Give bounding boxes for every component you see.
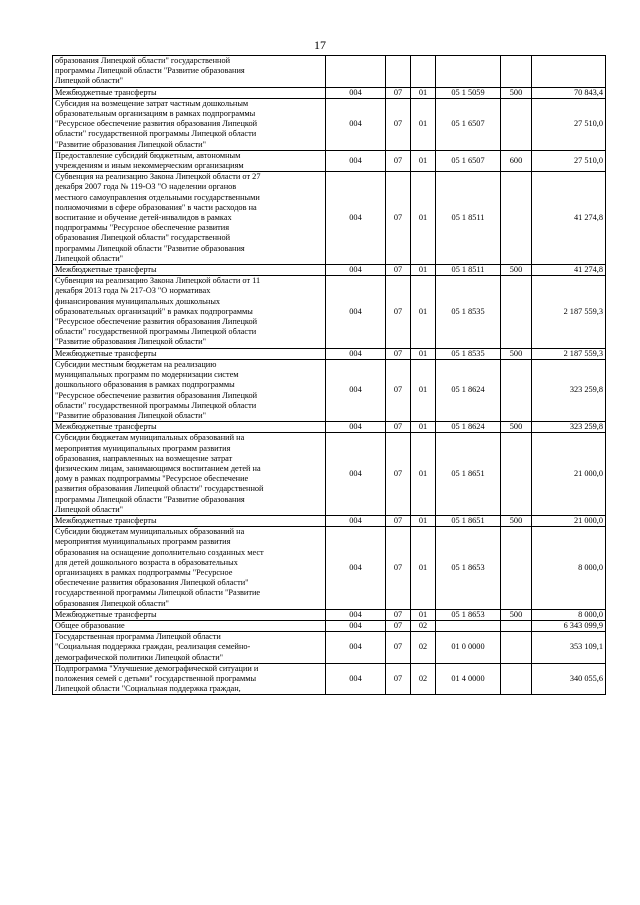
expense-type-cell: [501, 98, 532, 150]
expense-type-cell: [501, 56, 532, 88]
item-name-line: муниципальных программ по модернизации систем: [55, 370, 239, 380]
expense-type-cell: 600: [501, 150, 532, 171]
item-name-line: образовательных организаций" в рамках подпрограммы: [55, 306, 253, 316]
section-code-cell: [386, 56, 411, 88]
target-article-cell: 05 1 8653: [436, 609, 501, 620]
section-code-cell: 07: [386, 265, 411, 276]
section-code-cell: 07: [386, 422, 411, 433]
item-name-line: для детей дошкольного возраста в образовательных: [55, 557, 238, 567]
subsection-code-cell: 01: [411, 265, 436, 276]
section-code-cell: 07: [386, 632, 411, 664]
table-row: [53, 359, 606, 421]
item-name-line: дому в рамках подпрограммы "Ресурсное обеспечение: [55, 474, 249, 484]
amount-cell: 2 187 559,3: [532, 348, 606, 359]
item-name-line: учреждениям и иным некоммерческим организациям: [55, 161, 244, 171]
item-name-line: образования, направленных на возмещение затрат: [55, 453, 233, 463]
item-name-line: Липецкой области "Социальная поддержка граждан,: [55, 684, 241, 694]
item-name-line: Подпрограмма "Улучшение демографической ситуации и: [55, 663, 259, 673]
item-name-cell: [53, 87, 326, 98]
item-name-cell: [53, 150, 326, 171]
item-name-line: Субсидия на возмещение затрат частным дошкольным: [55, 98, 249, 108]
item-name-line: мероприятия муниципальных программ развития: [55, 443, 231, 453]
amount-cell: 6 343 099,9: [532, 620, 606, 631]
item-name-cell: [53, 515, 326, 526]
amount-cell: 41 274,8: [532, 265, 606, 276]
table-row: [53, 632, 606, 664]
ministry-code-cell: 004: [326, 527, 386, 610]
expense-type-cell: [501, 527, 532, 610]
target-article-cell: 05 1 8511: [436, 172, 501, 265]
item-name-cell: [53, 663, 326, 695]
amount-cell: 8 000,0: [532, 527, 606, 610]
ministry-code-cell: 004: [326, 609, 386, 620]
amount-cell: 70 843,4: [532, 87, 606, 98]
ministry-code-cell: 004: [326, 620, 386, 631]
item-name-cell: [53, 265, 326, 276]
item-name-line: подпрограммы "Ресурсное обеспечение развития: [55, 223, 230, 233]
item-name-line: "Ресурсное обеспечение развития образования Липецкой: [55, 390, 258, 400]
item-name-line: мероприятия муниципальных программ развития: [55, 537, 231, 547]
item-name-cell: [53, 620, 326, 631]
item-name-cell: [53, 632, 326, 664]
subsection-code-cell: 01: [411, 150, 436, 171]
item-name-line: Липецкой области": [55, 504, 124, 514]
expense-type-cell: 500: [501, 87, 532, 98]
ministry-code-cell: 004: [326, 87, 386, 98]
item-name-line: Липецкой области": [55, 76, 124, 86]
item-name-line: положения семей с детьми" государственной программы: [55, 673, 257, 683]
table-row: [53, 150, 606, 171]
item-name-cell: [53, 276, 326, 348]
subsection-code-cell: 01: [411, 172, 436, 265]
target-article-cell: 05 1 6507: [436, 98, 501, 150]
target-article-cell: 05 1 8535: [436, 276, 501, 348]
item-name-line: Государственная программа Липецкой области: [55, 632, 221, 642]
table-row: [53, 98, 606, 150]
expense-type-cell: [501, 632, 532, 664]
item-name-line: финансирования муниципальных дошкольных: [55, 296, 221, 306]
item-name-line: Межбюджетные трансферты: [55, 87, 157, 97]
amount-cell: 353 109,1: [532, 632, 606, 664]
amount-cell: 2 187 559,3: [532, 276, 606, 348]
subsection-code-cell: 02: [411, 632, 436, 664]
item-name-line: "Ресурсное обеспечение развития образования Липецкой: [55, 119, 258, 129]
subsection-code-cell: 01: [411, 359, 436, 421]
target-article-cell: 05 1 8535: [436, 348, 501, 359]
table-row: [53, 609, 606, 620]
item-name-line: государственной программы Липецкой области "Развитие: [55, 588, 261, 598]
section-code-cell: 07: [386, 609, 411, 620]
amount-cell: 41 274,8: [532, 172, 606, 265]
ministry-code-cell: 004: [326, 632, 386, 664]
table-row: [53, 620, 606, 631]
amount-cell: 323 259,8: [532, 422, 606, 433]
section-code-cell: 07: [386, 663, 411, 695]
item-name-cell: [53, 422, 326, 433]
target-article-cell: [436, 620, 501, 631]
item-name-line: Межбюджетные трансферты: [55, 265, 157, 275]
item-name-line: Липецкой области": [55, 253, 124, 263]
item-name-cell: [53, 527, 326, 610]
item-name-line: программы Липецкой области "Развитие образования: [55, 494, 245, 504]
item-name-line: образования на оснащение дополнительно созданных мест: [55, 547, 264, 557]
ministry-code-cell: 004: [326, 172, 386, 265]
target-article-cell: 01 4 0000: [436, 663, 501, 695]
expense-type-cell: 500: [501, 609, 532, 620]
subsection-code-cell: 01: [411, 609, 436, 620]
item-name-line: образовательным организациям в рамках подпрограммы: [55, 109, 256, 119]
section-code-cell: 07: [386, 620, 411, 631]
item-name-line: местного самоуправления отдельными государственными: [55, 192, 260, 202]
amount-cell: 21 000,0: [532, 515, 606, 526]
target-article-cell: 05 1 8624: [436, 359, 501, 421]
item-name-line: Межбюджетные трансферты: [55, 609, 157, 619]
section-code-cell: 07: [386, 87, 411, 98]
target-article-cell: [436, 56, 501, 88]
subsection-code-cell: 01: [411, 348, 436, 359]
table-row: [53, 87, 606, 98]
ministry-code-cell: [326, 56, 386, 88]
ministry-code-cell: 004: [326, 515, 386, 526]
expense-type-cell: 500: [501, 422, 532, 433]
table-row: [53, 348, 606, 359]
item-name-line: области" государственной программы Липецкой области: [55, 400, 257, 410]
table-row: [53, 433, 606, 516]
target-article-cell: 05 1 5059: [436, 87, 501, 98]
item-name-line: образования Липецкой области": [55, 598, 169, 608]
subsection-code-cell: 01: [411, 422, 436, 433]
item-name-line: Субвенция на реализацию Закона Липецкой области от 27: [55, 172, 261, 182]
target-article-cell: 01 0 0000: [436, 632, 501, 664]
subsection-code-cell: [411, 56, 436, 88]
item-name-cell: [53, 433, 326, 516]
item-name-line: образования Липецкой области" государственной: [55, 56, 231, 65]
table-body: [53, 56, 606, 695]
table-row: [53, 276, 606, 348]
item-name-line: обеспечение развития образования Липецкой области": [55, 578, 249, 588]
ministry-code-cell: 004: [326, 265, 386, 276]
table-row: [53, 663, 606, 695]
target-article-cell: 05 1 8511: [436, 265, 501, 276]
subsection-code-cell: 01: [411, 527, 436, 610]
item-name-line: Межбюджетные трансферты: [55, 348, 157, 358]
item-name-line: Субвенция на реализацию Закона Липецкой области от 11: [55, 276, 261, 286]
subsection-code-cell: 02: [411, 663, 436, 695]
table-row: [53, 56, 606, 88]
section-code-cell: 07: [386, 433, 411, 516]
item-name-cell: [53, 172, 326, 265]
ministry-code-cell: 004: [326, 422, 386, 433]
item-name-line: Субсидии местным бюджетам на реализацию: [55, 359, 217, 369]
item-name-line: "Социальная поддержка граждан, реализация семейно-: [55, 642, 251, 652]
item-name-line: области" государственной программы Липецкой области: [55, 129, 257, 139]
item-name-line: декабря 2007 года № 119-ОЗ "О наделении органов: [55, 182, 237, 192]
item-name-line: Субсидии бюджетам муниципальных образований на: [55, 433, 245, 443]
expense-type-cell: 500: [501, 265, 532, 276]
item-name-line: Межбюджетные трансферты: [55, 422, 157, 432]
ministry-code-cell: 004: [326, 433, 386, 516]
ministry-code-cell: 004: [326, 663, 386, 695]
expense-type-cell: [501, 433, 532, 516]
section-code-cell: 07: [386, 98, 411, 150]
expense-type-cell: [501, 276, 532, 348]
item-name-cell: [53, 359, 326, 421]
item-name-line: организациях в рамках подпрограммы "Ресурсное: [55, 567, 233, 577]
target-article-cell: 05 1 8651: [436, 515, 501, 526]
subsection-code-cell: 01: [411, 87, 436, 98]
expense-type-cell: [501, 620, 532, 631]
target-article-cell: 05 1 6507: [436, 150, 501, 171]
table-row: [53, 527, 606, 610]
ministry-code-cell: 004: [326, 276, 386, 348]
item-name-line: Субсидии бюджетам муниципальных образований на: [55, 527, 245, 537]
item-name-line: "Развитие образования Липецкой области": [55, 337, 207, 347]
item-name-line: декабря 2013 года № 217-ОЗ "О нормативах: [55, 286, 211, 296]
section-code-cell: 07: [386, 172, 411, 265]
item-name-line: Межбюджетные трансферты: [55, 515, 157, 525]
table-row: [53, 422, 606, 433]
item-name-line: физическим лицам, занимающимся воспитанием детей на: [55, 463, 261, 473]
section-code-cell: 07: [386, 527, 411, 610]
item-name-line: Общее образование: [55, 620, 125, 630]
section-code-cell: 07: [386, 150, 411, 171]
target-article-cell: 05 1 8624: [436, 422, 501, 433]
item-name-line: воспитание и обучение детей-инвалидов в рамках: [55, 213, 232, 223]
item-name-line: образования Липецкой области" государственной: [55, 233, 231, 243]
amount-cell: 323 259,8: [532, 359, 606, 421]
table-row: [53, 172, 606, 265]
subsection-code-cell: 01: [411, 515, 436, 526]
item-name-cell: [53, 348, 326, 359]
target-article-cell: 05 1 8653: [436, 527, 501, 610]
subsection-code-cell: 01: [411, 98, 436, 150]
amount-cell: 27 510,0: [532, 150, 606, 171]
section-code-cell: 07: [386, 515, 411, 526]
amount-cell: [532, 56, 606, 88]
ministry-code-cell: 004: [326, 98, 386, 150]
item-name-line: программы Липецкой области "Развитие образования: [55, 66, 245, 76]
item-name-line: "Развитие образования Липецкой области": [55, 139, 207, 149]
item-name-line: демографической политики Липецкой области": [55, 652, 224, 662]
item-name-line: программы Липецкой области "Развитие образования: [55, 243, 245, 253]
item-name-line: области" государственной программы Липецкой области: [55, 327, 257, 337]
expense-type-cell: 500: [501, 348, 532, 359]
table-row: [53, 515, 606, 526]
item-name-cell: [53, 609, 326, 620]
item-name-line: дошкольного образования в рамках подпрограммы: [55, 380, 235, 390]
expense-type-cell: 500: [501, 515, 532, 526]
item-name-line: полномочиями в сфере образования" в части расходов на: [55, 202, 257, 212]
amount-cell: 8 000,0: [532, 609, 606, 620]
item-name-cell: [53, 56, 326, 88]
section-code-cell: 07: [386, 276, 411, 348]
page-number: 17: [314, 38, 326, 52]
item-name-line: развития образования Липецкой области" государственной: [55, 484, 264, 494]
expense-type-cell: [501, 663, 532, 695]
ministry-code-cell: 004: [326, 348, 386, 359]
ministry-code-cell: 004: [326, 150, 386, 171]
item-name-cell: [53, 98, 326, 150]
expense-type-cell: [501, 359, 532, 421]
section-code-cell: 07: [386, 348, 411, 359]
item-name-line: "Ресурсное обеспечение развития образования Липецкой: [55, 317, 258, 327]
amount-cell: 340 055,6: [532, 663, 606, 695]
ministry-code-cell: 004: [326, 359, 386, 421]
section-code-cell: 07: [386, 359, 411, 421]
expense-type-cell: [501, 172, 532, 265]
table-row: [53, 265, 606, 276]
subsection-code-cell: 01: [411, 276, 436, 348]
item-name-line: "Развитие образования Липецкой области": [55, 410, 207, 420]
subsection-code-cell: 02: [411, 620, 436, 631]
amount-cell: 27 510,0: [532, 98, 606, 150]
target-article-cell: 05 1 8651: [436, 433, 501, 516]
item-name-line: Предоставление субсидий бюджетным, автономным: [55, 150, 241, 160]
amount-cell: 21 000,0: [532, 433, 606, 516]
budget-table: [52, 55, 606, 695]
subsection-code-cell: 01: [411, 433, 436, 516]
